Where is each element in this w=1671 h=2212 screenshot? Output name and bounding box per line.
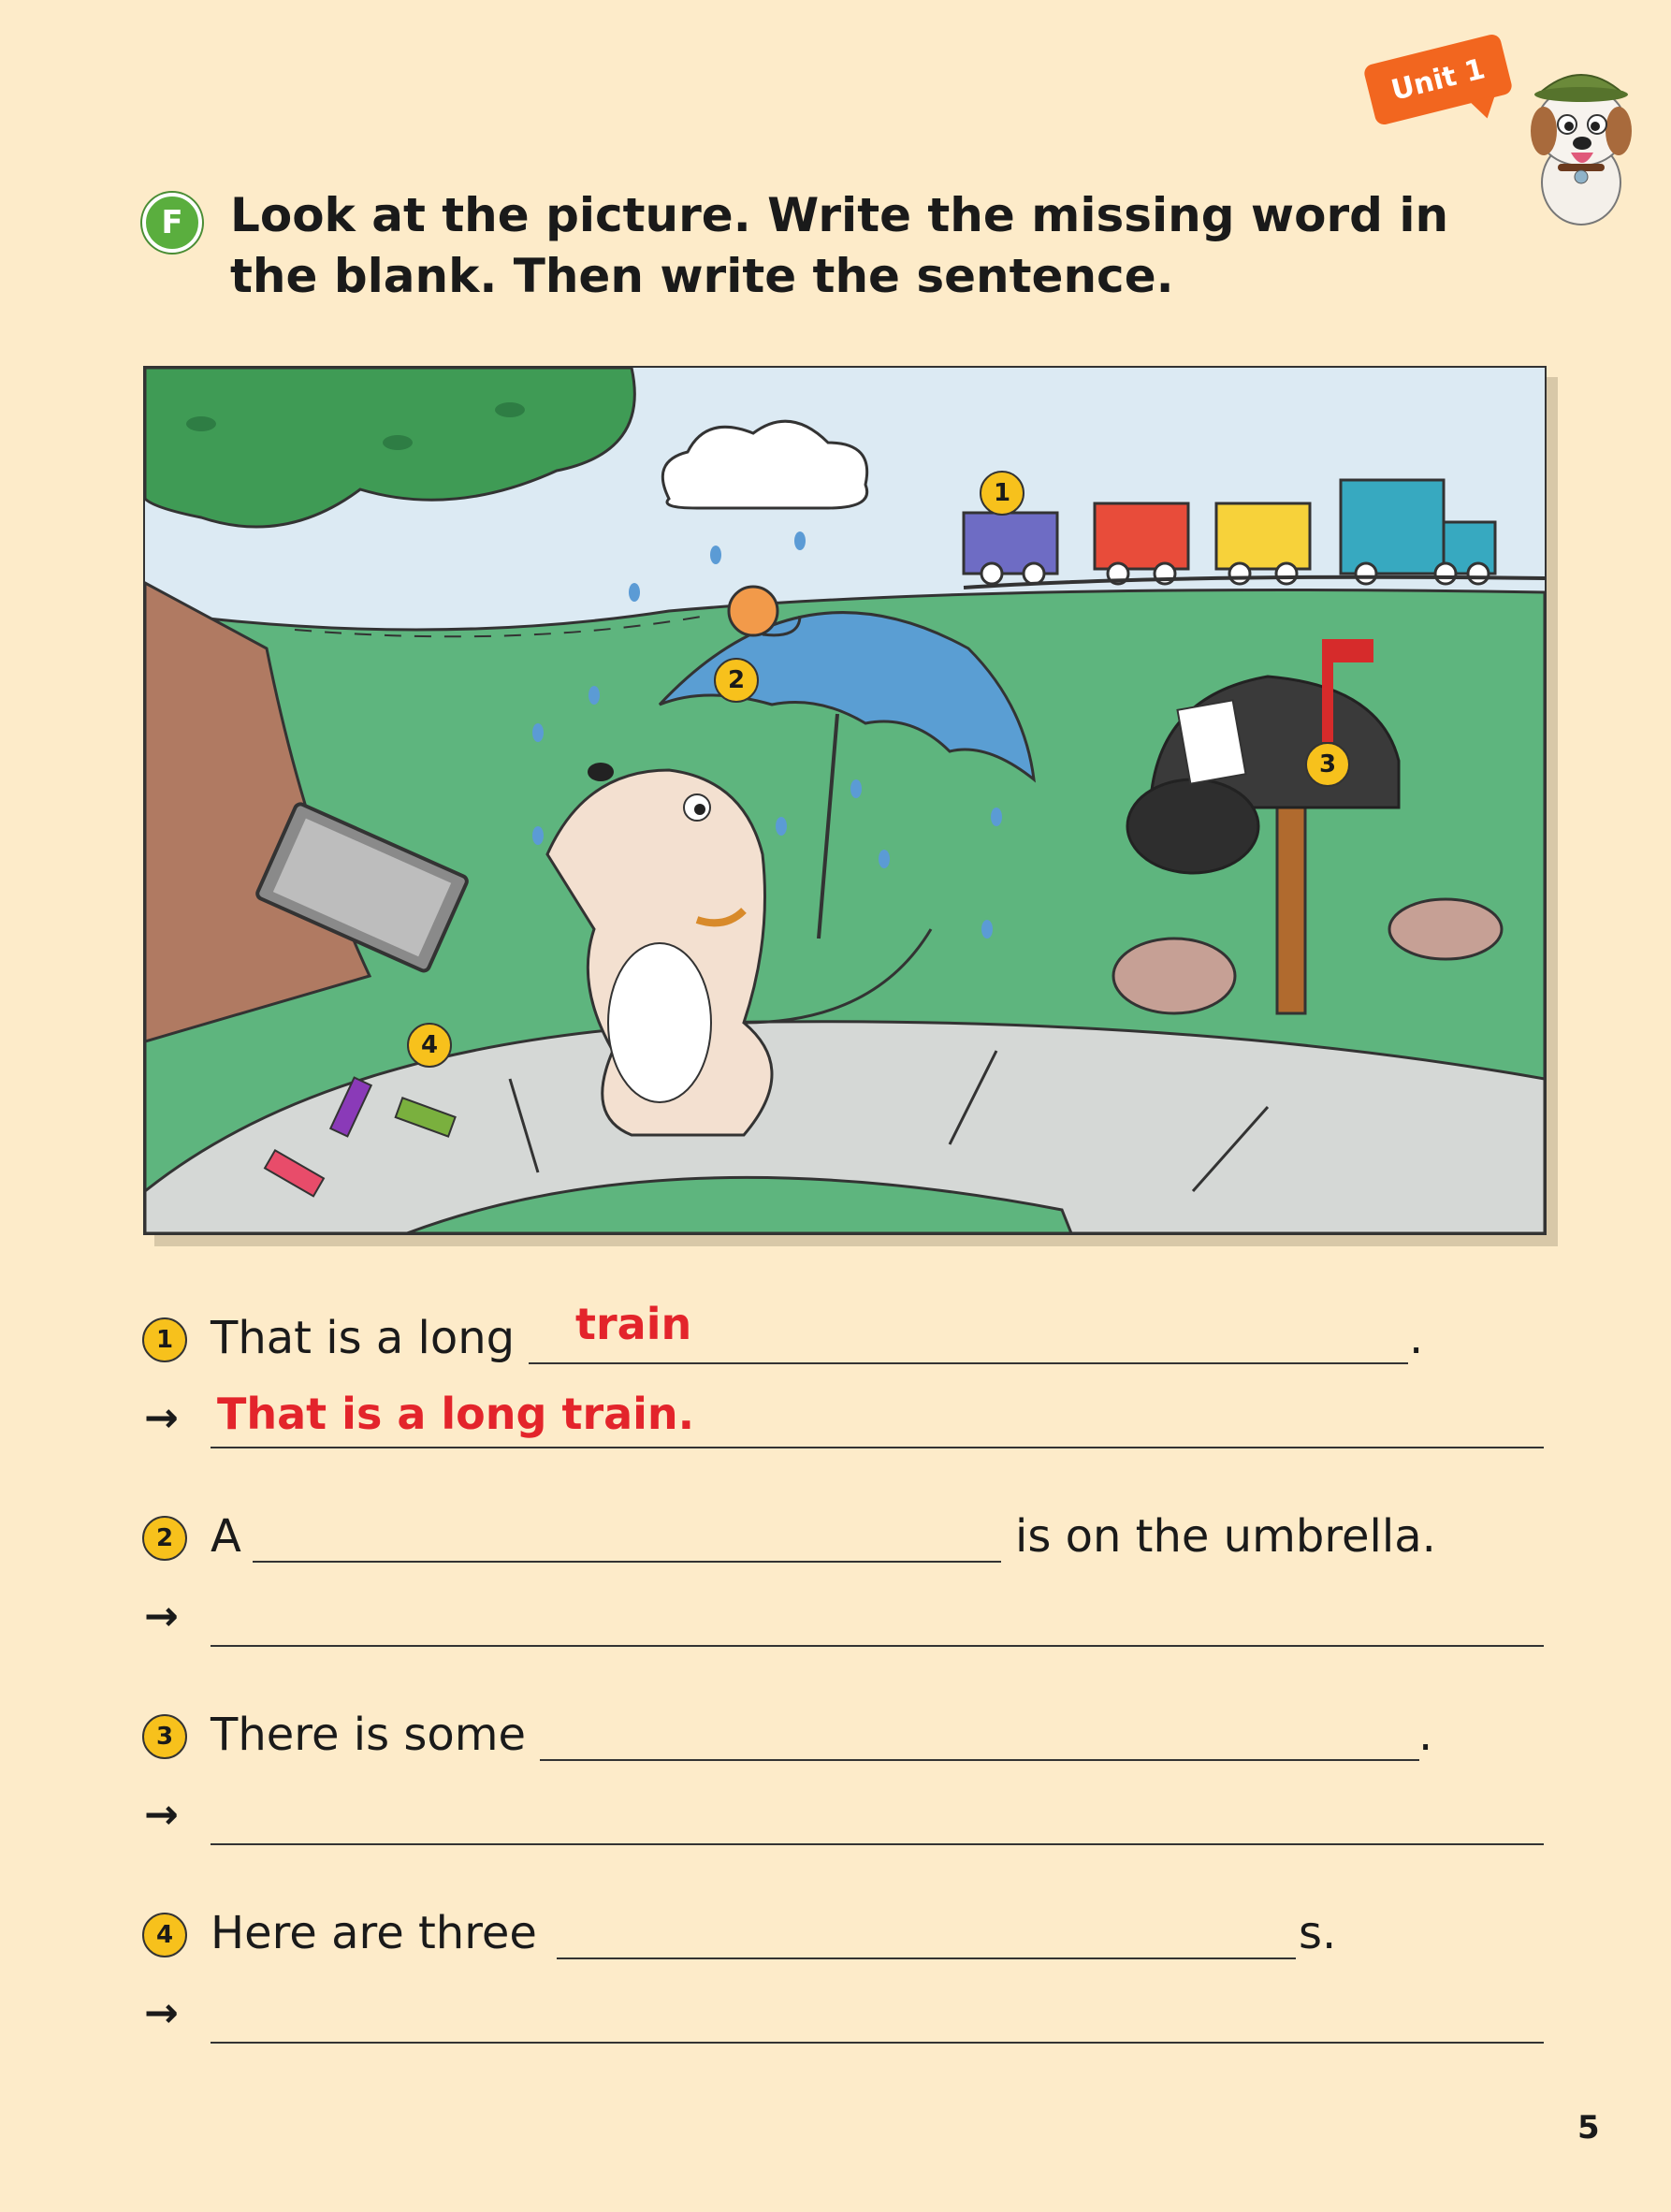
prompt-before: That is a long bbox=[211, 1312, 516, 1364]
arrow-icon: → bbox=[144, 1394, 179, 1442]
exercise-number-label: 4 bbox=[155, 1921, 174, 1949]
exercise-number bbox=[142, 1714, 187, 1759]
picture-marker-4 bbox=[407, 1023, 452, 1068]
exercise-3-prompt bbox=[140, 1703, 1544, 1768]
prompt-before: Here are three bbox=[211, 1907, 537, 1959]
marker-2-label: 2 bbox=[727, 666, 746, 694]
prompt-after: . bbox=[1409, 1312, 1424, 1364]
sentence-line[interactable] bbox=[211, 1785, 1544, 1845]
exercise-1-sentence bbox=[140, 1389, 1544, 1454]
marker-3-label: 3 bbox=[1318, 750, 1337, 779]
exercise-2-prompt bbox=[140, 1505, 1544, 1570]
prompt-after: . bbox=[1418, 1709, 1433, 1761]
exercise-1-prompt bbox=[140, 1299, 1544, 1372]
scene-illustration bbox=[143, 366, 1547, 1235]
scene-svg bbox=[145, 368, 1545, 1233]
picture-marker-3 bbox=[1305, 742, 1350, 787]
unit-badge bbox=[1362, 33, 1514, 126]
prompt-before: There is some bbox=[211, 1709, 527, 1761]
arrow-icon: → bbox=[144, 1989, 179, 2037]
picture-marker-1 bbox=[980, 471, 1024, 516]
exercise-letter-badge bbox=[142, 193, 202, 253]
exercise-number bbox=[142, 1516, 187, 1561]
exercise-4-prompt bbox=[140, 1901, 1544, 1967]
answer-blank[interactable] bbox=[540, 1703, 1419, 1761]
page-number: 5 bbox=[1577, 2109, 1600, 2147]
prompt-before: A bbox=[211, 1510, 241, 1563]
answer-blank[interactable] bbox=[253, 1505, 1001, 1563]
exercise-number-label: 3 bbox=[155, 1723, 174, 1751]
arrow-icon: → bbox=[144, 1593, 179, 1640]
picture-marker-2 bbox=[714, 658, 759, 703]
prompt-after: is on the umbrella. bbox=[1015, 1510, 1436, 1563]
answer-blank[interactable] bbox=[557, 1901, 1296, 1959]
exercise-number-label: 2 bbox=[155, 1524, 174, 1552]
exercise-number bbox=[142, 1913, 187, 1957]
sentence-line[interactable] bbox=[211, 1587, 1544, 1647]
exercise-2-sentence bbox=[140, 1587, 1544, 1652]
prompt-after: s. bbox=[1299, 1907, 1337, 1959]
answer-sentence: That is a long train. bbox=[217, 1389, 695, 1439]
exercise-number-label: 1 bbox=[155, 1326, 174, 1354]
marker-1-label: 1 bbox=[993, 479, 1011, 507]
exercise-letter: F bbox=[161, 204, 183, 241]
sentence-line[interactable] bbox=[211, 1984, 1544, 2044]
instruction-text: Look at the picture. Write the missing word in the blank. Then write the sentence. bbox=[230, 188, 1449, 303]
answer-word: train bbox=[575, 1299, 692, 1349]
arrow-icon: → bbox=[144, 1791, 179, 1839]
unit-label: Unit 1 bbox=[1388, 51, 1489, 108]
marker-4-label: 4 bbox=[420, 1031, 439, 1059]
exercise-number bbox=[142, 1317, 187, 1362]
exercise-4-sentence bbox=[140, 1984, 1544, 2049]
exercise-3-sentence bbox=[140, 1785, 1544, 1851]
dog-mascot-icon bbox=[1511, 51, 1651, 229]
